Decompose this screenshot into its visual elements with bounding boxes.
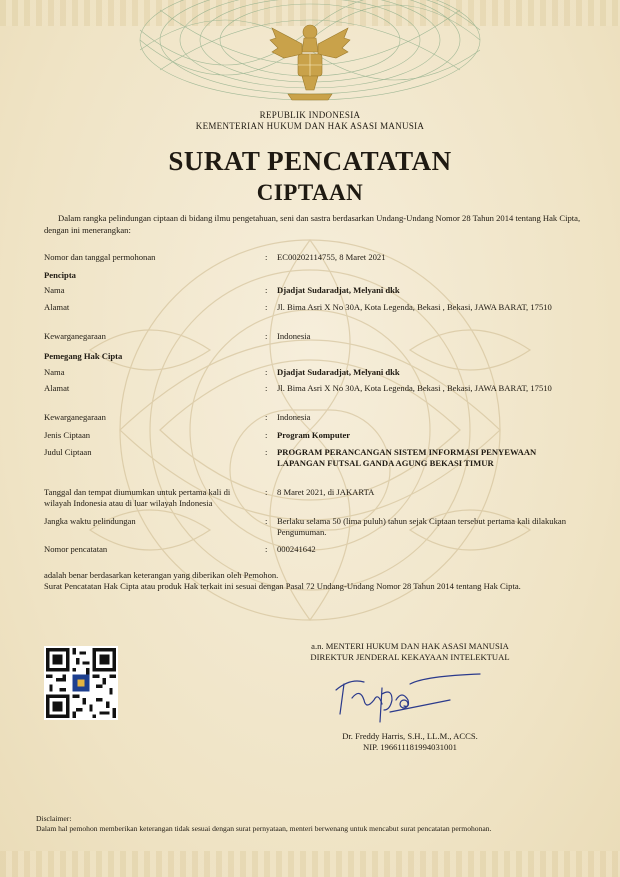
on-behalf-of: a.n. MENTERI HUKUM DAN HAK ASASI MANUSIA <box>311 641 509 651</box>
announcement-value: 8 Maret 2021, di JAKARTA <box>277 487 375 497</box>
colon: : <box>265 412 268 422</box>
colon: : <box>265 367 268 377</box>
colon: : <box>265 487 268 497</box>
signatory-nip: NIP. 196611181994031001 <box>363 742 457 752</box>
closing-statement: adalah benar berdasarkan keterangan yang diberikan oleh Pemohon. <box>44 570 279 580</box>
disclaimer-heading: Disclaimer: <box>36 814 72 823</box>
work-type: Program Komputer <box>277 430 351 440</box>
record-number: 000241642 <box>277 544 316 554</box>
colon: : <box>265 447 268 457</box>
colon: : <box>265 302 268 312</box>
colon: : <box>265 430 268 440</box>
holder-section-heading: Pemegang Hak Cipta <box>44 351 123 361</box>
application-value: EC00202114755, 8 Maret 2021 <box>277 252 386 262</box>
creator-name-label: Nama <box>44 285 65 295</box>
colon: : <box>265 331 268 341</box>
work-title: PROGRAM PERANCANGAN SISTEM INFORMASI PENYEWAAN LAPANGAN FUTSAL GANDA AGUNG BEKASI TIMUR <box>277 447 537 468</box>
colon: : <box>265 285 268 295</box>
republic-heading: REPUBLIK INDONESIA <box>259 110 361 120</box>
announcement-label: Tanggal dan tempat diumumkan untuk pertama kali di wilayah Indonesia atau di luar wilayah Indonesia <box>44 487 231 508</box>
document-title: SURAT PENCATATAN <box>168 146 452 176</box>
holder-name-label: Nama <box>44 367 65 377</box>
creator-address-label: Alamat <box>44 302 70 312</box>
colon: : <box>265 544 268 554</box>
creator-address: Jl. Bima Asri X No 30A, Kota Legenda, Bekasi , Bekasi, JAWA BARAT, 17510 <box>277 302 552 312</box>
holder-address: Jl. Bima Asri X No 30A, Kota Legenda, Bekasi , Bekasi, JAWA BARAT, 17510 <box>277 383 552 393</box>
signatory-position: DIREKTUR JENDERAL KEKAYAAN INTELEKTUAL <box>310 652 510 662</box>
qr-code[interactable] <box>44 646 118 720</box>
application-label: Nomor dan tanggal permohonan <box>44 252 156 262</box>
qr-code-graphic <box>46 648 116 718</box>
garuda-emblem-icon <box>268 18 352 104</box>
bottom-border-pattern <box>0 851 620 877</box>
creator-section-heading: Pencipta <box>44 270 76 280</box>
ministry-heading: KEMENTERIAN HUKUM DAN HAK ASASI MANUSIA <box>195 121 425 131</box>
legal-basis-statement: Surat Pencatatan Hak Cipta atau produk Hak terkait ini sesuai dengan Pasal 72 Undang-Undang Nomor 28 Tahun 2014 tentang Hak Cipta. <box>44 581 521 591</box>
document-subtitle: CIPTAAN <box>256 180 364 205</box>
disclaimer-text: Dalam hal pemohon memberikan keterangan tidak sesuai dengan surat pernyataan, menteri berwenang untuk mencabut surat pencatatan permohonan. <box>36 824 492 833</box>
intro-paragraph: Dalam rangka pelindungan ciptaan di bidang ilmu pengetahuan, seni dan sastra berdasarkan Undang-Undang Nomor 28 Tahun 2014 tentang Hak Cipta, dengan ini menerangkan: <box>44 213 581 235</box>
colon: : <box>265 516 268 526</box>
creator-citizenship: Indonesia <box>277 331 311 341</box>
record-number-label: Nomor pencatatan <box>44 544 108 554</box>
creator-citizenship-label: Kewarganegaraan <box>44 331 106 341</box>
holder-citizenship-label: Kewarganegaraan <box>44 412 106 422</box>
signatory-name: Dr. Freddy Harris, S.H., LL.M., ACCS. <box>342 731 478 741</box>
holder-address-label: Alamat <box>44 383 70 393</box>
protection-term-label: Jangka waktu pelindungan <box>44 516 136 526</box>
colon: : <box>265 252 268 262</box>
holder-citizenship: Indonesia <box>277 412 311 422</box>
creator-name: Djadjat Sudaradjat, Melyani dkk <box>277 285 400 295</box>
handwritten-signature <box>330 670 500 732</box>
colon: : <box>265 383 268 393</box>
work-title-label: Judul Ciptaan <box>44 447 92 457</box>
holder-name: Djadjat Sudaradjat, Melyani dkk <box>277 367 400 377</box>
work-type-label: Jenis Ciptaan <box>44 430 91 440</box>
protection-term: Berlaku selama 50 (lima puluh) tahun sejak Ciptaan tersebut pertama kali dilakukan Pengumuman. <box>277 516 566 537</box>
